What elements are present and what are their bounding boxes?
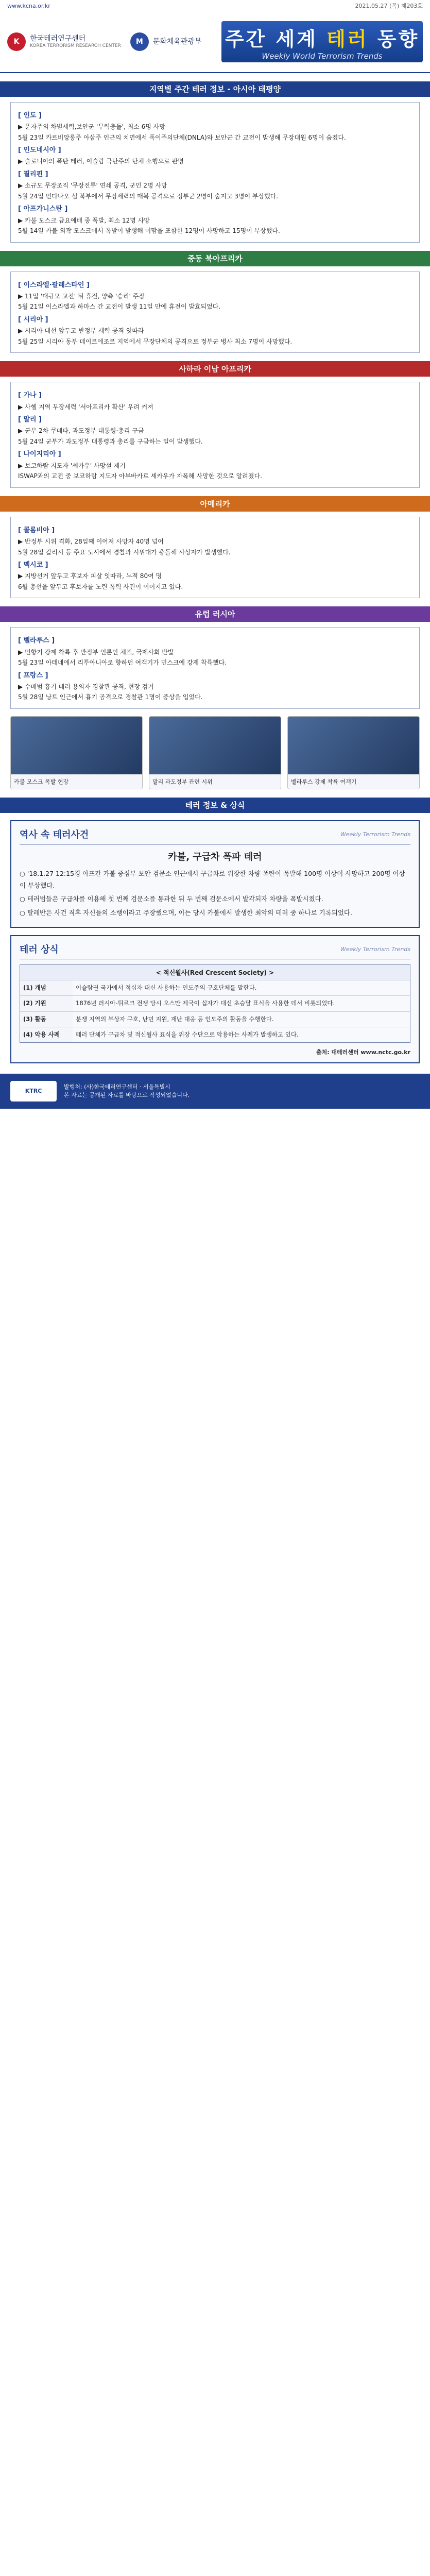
- photo-image: [11, 717, 142, 774]
- ministry-logo: [130, 32, 202, 51]
- publication-subtitle: Weekly World Terrorism Trends: [262, 51, 383, 61]
- photo-card: [149, 716, 281, 789]
- article-paragraph: ○ 테러범들은 구급차를 이용해 첫 번째 검문소를 통과한 뒤 두 번째 검문소에서 발각되자 차량을 폭발시켰다.: [20, 895, 323, 903]
- europe-box: [10, 627, 420, 709]
- af-heading-3: [ 나이지리아 ]: [18, 450, 61, 459]
- article-brand: Weekly Terrorism Trends: [340, 831, 410, 838]
- ministry-logo-icon: M: [130, 32, 149, 51]
- am-item: ▶ 지방선거 앞두고 후보자 피살 잇따라, 누적 80여 명: [18, 572, 162, 580]
- me-heading-2: [ 시리아 ]: [18, 316, 48, 324]
- publication-title: [221, 21, 423, 62]
- table-row: [20, 1011, 410, 1027]
- article-paragraph: ○ '18.1.27 12:15경 아프간 카불 중심부 보안 검문소 인근에서 구급차로 위장한 차량 폭탄이 폭발해 100명 이상이 사망하고 200명 이상이 부상했다.: [20, 870, 405, 889]
- africa-box: [10, 382, 420, 487]
- photo-card: [10, 716, 143, 789]
- asia-heading-4: [ 아프가니스탄 ]: [18, 205, 68, 213]
- row-value: 1876년 러시아-튀르크 전쟁 당시 오스만 제국이 십자가 대신 초승달 표식을 사용한 데서 비롯되었다.: [73, 996, 410, 1011]
- section-asia: 지역별 주간 테러 정보 - 아시아 태평양: [0, 81, 430, 97]
- photo-cards: [10, 716, 420, 789]
- eu-item: 5월 28일 낭트 인근에서 흉기 공격으로 경찰관 1명이 중상을 입었다.: [18, 693, 203, 701]
- me-heading-1: [ 이스라엘·팔레스타인 ]: [18, 281, 90, 289]
- section-column: 테러 정보 & 상식: [0, 798, 430, 813]
- eu-item: ▶ 수배범 흉기 테러 용의자 경찰관 공격, 현장 검거: [18, 683, 154, 690]
- asia-item: ▶ 슬로니아의 폭탄 테러, 이슬람 극단주의 단체 소행으로 판명: [18, 158, 184, 165]
- middleeast-box: [10, 272, 420, 353]
- asia-heading-2: [ 인도네시아 ]: [18, 146, 61, 155]
- am-item: 5월 28일 칼리시 등 주요 도시에서 경찰과 시위대가 충돌해 사상자가 발생했다.: [18, 548, 231, 556]
- asia-item: ▶ 푼자주의 차별세력,보안군 '무력충돌', 최소 6명 사망: [18, 123, 165, 131]
- asia-heading-1: [ 인도 ]: [18, 112, 42, 120]
- me-item: ▶ 시리아 대선 앞두고 반정부 세력 공격 잇따라: [18, 327, 144, 335]
- knowledge-label: 테러 상식: [20, 944, 59, 956]
- am-heading-2: [ 멕시코 ]: [18, 561, 48, 569]
- footer-line: 발행처: (사)한국테러연구센터 · 서울특별시: [64, 1083, 170, 1090]
- history-article: [10, 820, 420, 928]
- eu-heading-1: [ 벨라루스 ]: [18, 637, 55, 645]
- asia-heading-3: [ 필리핀 ]: [18, 171, 48, 179]
- title-part-c: 동향: [377, 27, 420, 50]
- section-europe: 유럽 러시아: [0, 606, 430, 622]
- knowledge-source: 출처: 대테러센터 www.nctc.go.kr: [316, 1049, 410, 1056]
- ministry-name: 문화체육관광부: [152, 37, 202, 46]
- top-bar: [0, 0, 430, 11]
- photo-image: [288, 717, 419, 774]
- article-body: [20, 868, 410, 919]
- masthead: [0, 11, 430, 73]
- row-value: 분쟁 지역의 부상자 구호, 난민 지원, 재난 대응 등 인도주의 활동을 수행한다.: [73, 1011, 410, 1027]
- table-row: [20, 980, 410, 996]
- af-item: ISWAP과의 교전 중 보코하람 지도자 아부바카르 셰카우가 자폭해 사망한 것으로 알려졌다.: [18, 472, 262, 480]
- america-box: [10, 517, 420, 599]
- table-title: < 적신월사(Red Crescent Society) >: [20, 965, 410, 980]
- asia-item: 5월 14일 카불 외곽 모스크에서 폭발이 발생해 이맘을 포함한 12명이 사망하고 15명이 부상했다.: [18, 227, 280, 235]
- section-middleeast: 중동 북아프리카: [0, 251, 430, 266]
- me-item: 5월 25일 시리아 동부 데이르에조르 지역에서 무장단체의 공격으로 정부군 병사 최소 7명이 사망했다.: [18, 337, 293, 345]
- section-america: 아메리카: [0, 496, 430, 512]
- eu-item: 5월 23일 아테네에서 리투아니아로 향하던 여객기가 민스크에 강제 착륙했다.: [18, 659, 227, 667]
- ktrc-logo-icon: K: [7, 32, 26, 51]
- issue-date: 2021.05.27 (목) 제203호: [355, 3, 423, 9]
- eu-heading-2: [ 프랑스 ]: [18, 671, 48, 680]
- am-item: 6월 총선을 앞두고 후보자를 노린 폭력 사건이 이어지고 있다.: [18, 583, 183, 590]
- af-item: 5월 24일 군부가 과도정부 대통령과 총리를 구금하는 일이 발생했다.: [18, 437, 203, 445]
- am-heading-1: [ 콜롬비아 ]: [18, 526, 55, 534]
- row-key: (4) 악용 사례: [20, 1027, 73, 1042]
- photo-image: [149, 717, 281, 774]
- photo-card: [287, 716, 420, 789]
- newsletter-page: [0, 0, 430, 1109]
- af-item: ▶ 보코하람 지도자 '셰카우' 사망설 제기: [18, 462, 126, 469]
- af-heading-2: [ 말리 ]: [18, 416, 42, 424]
- article-paragraph: ○ 탈레반은 사건 직후 자신들의 소행이라고 주장했으며, 이는 당시 카불에서 발생한 최악의 테러 중 하나로 기록되었다.: [20, 908, 352, 917]
- site-url[interactable]: www.kcna.or.kr: [7, 2, 50, 9]
- ktrc-logo: [7, 32, 121, 51]
- me-item: ▶ 11일 '대규모 교전' 뒤 휴전, 양측 '승리' 주장: [18, 292, 145, 300]
- footer-logo: KTRC: [10, 1081, 57, 1101]
- table-row: [20, 1027, 410, 1042]
- title-part-a: 주간 세계: [225, 27, 318, 50]
- row-value: 테러 단체가 구급차 및 적신월사 표식을 위장 수단으로 악용하는 사례가 발생하고 있다.: [73, 1027, 410, 1042]
- footer: [0, 1074, 430, 1109]
- photo-caption: 카불 모스크 폭발 현장: [11, 774, 142, 789]
- am-item: ▶ 반정부 시위 격화, 28일째 이어져 사망자 40명 넘어: [18, 537, 164, 545]
- logo-group: [7, 32, 213, 51]
- asia-item: ▶ 카불 모스크 금요예배 중 폭발, 최소 12명 사망: [18, 216, 150, 224]
- section-africa: 사하라 이남 아프리카: [0, 361, 430, 377]
- row-value: 이슬람권 국가에서 적십자 대신 사용하는 인도주의 구호단체를 말한다.: [73, 980, 410, 996]
- af-item: ▶ 사헬 지역 무장세력 '서아프리카 확산' 우려 커져: [18, 403, 153, 411]
- photo-caption: 벨라루스 강제 착륙 여객기: [288, 774, 419, 789]
- footer-line: 본 자료는 공개된 자료를 바탕으로 작성되었습니다.: [64, 1092, 190, 1099]
- asia-item: 5월 24일 민다나오 섬 북부에서 무장세력의 매복 공격으로 정부군 2명이 숨지고 3명이 부상했다.: [18, 192, 279, 200]
- knowledge-table: [20, 964, 410, 1043]
- asia-item: 5월 23일 카르비앙롱주 아삼주 인근의 치면에서 폭이주의단체(DNLA)와 보안군 간 교전이 발생해 무장대원 6명이 숨졌다.: [18, 133, 346, 141]
- article-title: 카불, 구급차 폭파 테러: [168, 852, 262, 863]
- title-part-b: 테러: [326, 27, 369, 50]
- ktrc-name: 한국테러연구센터: [30, 35, 86, 43]
- row-key: (2) 기원: [20, 996, 73, 1011]
- knowledge-brand: Weekly Terrorism Trends: [340, 945, 410, 953]
- af-item: ▶ 군부 2차 쿠데타, 과도정부 대통령·총리 구금: [18, 427, 144, 435]
- me-item: 5월 21일 이스라엘과 하마스 간 교전이 발생 11일 만에 휴전이 발효되었다.: [18, 303, 221, 311]
- photo-caption: 말리 과도정부 관련 시위: [149, 774, 281, 789]
- asia-item: ▶ 소규모 무장조직 '무장전투' 연쇄 공격, 군인 2명 사망: [18, 182, 167, 190]
- row-key: (1) 개념: [20, 980, 73, 996]
- asia-box: [10, 102, 420, 243]
- article-label: 역사 속 테러사건: [20, 829, 89, 841]
- row-key: (3) 활동: [20, 1011, 73, 1027]
- table-row: [20, 996, 410, 1011]
- eu-item: ▶ 민항기 강제 착륙 후 반정부 언론인 체포, 국제사회 반발: [18, 648, 174, 656]
- ktrc-sub: KOREA TERRORISM RESEARCH CENTER: [30, 43, 121, 48]
- knowledge-article: [10, 935, 420, 1063]
- af-heading-1: [ 가나 ]: [18, 392, 42, 400]
